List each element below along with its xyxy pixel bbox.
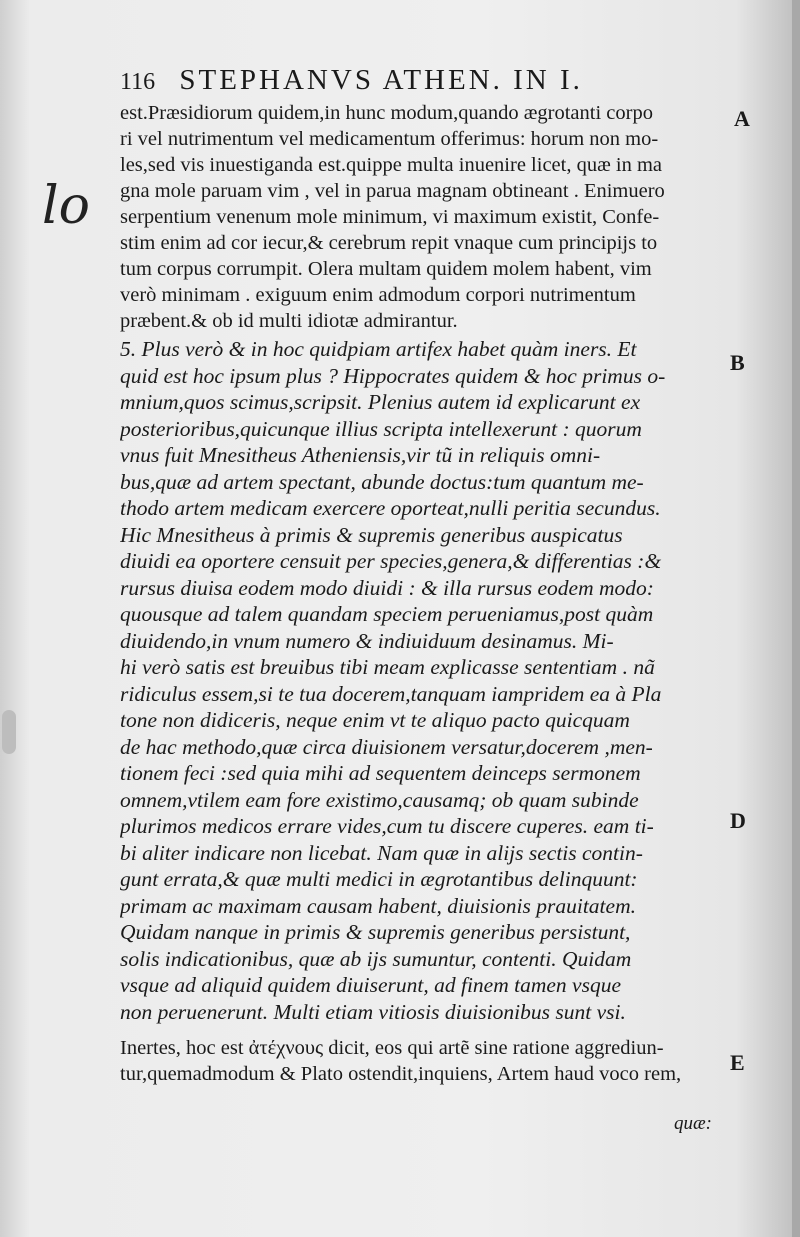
text-line: gna mole paruam vim , vel in parua magnam obtineant . Enimuero — [120, 180, 665, 202]
text-line: gunt errata,& quæ multi medici in ægrotantibus delinquunt: — [120, 867, 638, 891]
text-line: primam ac maximam causam habent, diuisionis prauitatem. — [120, 893, 636, 918]
text-line: verò minimam . exiguum enim admodum corpori nutrimentum — [120, 284, 636, 306]
text-line: Quidam nanque in primis & supremis generibus persistunt, — [120, 920, 631, 944]
text-line: de hac methodo,quæ circa diuisionem versatur,docerem ,men- — [120, 734, 653, 759]
text-line: rursus diuisa eodem modo diuidi : & illa rursus eodem modo: — [120, 575, 654, 600]
text-line: ri vel nutrimentum vel medicamentum offerimus: horum non mo- — [120, 128, 659, 150]
text-line: diuidendo,in vnum numero & indiuiduum desinamus. Mi- — [120, 628, 614, 653]
text-line: tone non didiceris, neque enim vt te aliquo pacto quicquam — [120, 708, 630, 732]
handwritten-margin-note: lo — [42, 176, 90, 236]
text-line: quid est hoc ipsum plus ? Hippocrates quidem & hoc primus o- — [120, 363, 666, 388]
text-line: tum corpus corrumpit. Olera multam quidem molem habent, vim — [120, 258, 652, 280]
text-line: non peruenerunt. Multi etiam vitiosis diuisionibus sunt vsi. — [120, 999, 626, 1024]
text-line: stim enim ad cor iecur,& cerebrum repit vnaque cum principijs to — [120, 232, 658, 254]
running-header — [120, 64, 680, 100]
text-line: 5. Plus verò & in hoc quidpiam artifex habet quàm iners. Et — [120, 337, 637, 361]
text-line: tur,quemadmodum & Plato ostendit,inquiens, Artem haud voco rem, — [120, 1063, 682, 1085]
text-line: quousque ad talem quandam speciem perueniamus,post quàm — [120, 602, 654, 626]
text-line: serpentium venenum mole minimum, vi maximum existit, Confe- — [120, 206, 660, 228]
text-line: vnus fuit Mnesitheus Atheniensis,vir tũ in reliquis omni- — [120, 443, 601, 467]
text-line: bi aliter indicare non licebat. Nam quæ in alijs sectis contin- — [120, 840, 643, 865]
margin-letter-a: A — [734, 106, 750, 131]
text-line: est.Præsidiorum quidem,in hunc modum,quando ægrotanti corpo — [120, 102, 653, 124]
text-line: Inertes, hoc est ἀτέχνους dicit, eos qui artẽ sine ratione aggrediun- — [120, 1037, 664, 1059]
page-number: 116 — [120, 69, 156, 95]
paragraph-italic-quote — [120, 336, 728, 1025]
text-line: præbent.& ob id multi idiotæ admirantur. — [120, 310, 458, 332]
text-line: mnium,quos scimus,scripsit. Plenius autem id explicarunt ex — [120, 390, 641, 414]
text-line: diuidi ea oportere censuit per species,genera,& differentias :& — [120, 549, 662, 573]
text-line: solis indicationibus, quæ ab ijs sumuntur, contenti. Quidam — [120, 946, 632, 971]
page-edge-shadow — [792, 0, 800, 1237]
text-line: thodo artem medicam exercere oporteat,nulli peritia secundus. — [120, 496, 661, 520]
text-line: hi verò satis est breuibus tibi meam explicasse sententiam . nã — [120, 655, 655, 679]
running-title: STEPHANVS ATHEN. IN I. — [179, 64, 583, 96]
text-line: les,sed vis inuestiganda est.quippe multa inuenire licet, quæ in ma — [120, 154, 662, 176]
margin-letter-e: E — [730, 1050, 745, 1075]
text-line: posterioribus,quicunque illius scripta intellexerunt : quorum — [120, 416, 642, 441]
paragraph-roman-1 — [120, 100, 728, 334]
text-line: bus,quæ ad artem spectant, abunde doctus:tum quantum me- — [120, 469, 644, 494]
text-line: vsque ad aliquid quidem diuiserunt, ad finem tamen vsque — [120, 973, 621, 997]
text-line: omnem,vtilem eam fore existimo,causamq; ob quam subinde — [120, 787, 639, 812]
text-body — [120, 100, 728, 1087]
margin-letter-d: D — [730, 808, 746, 833]
text-line: ridiculus essem,si te tua docerem,tanquam iampridem ea à Pla — [120, 681, 662, 706]
text-line: plurimos medicos errare vides,cum tu discere cuperes. eam ti- — [120, 814, 654, 838]
margin-letter-b: B — [730, 350, 745, 375]
text-line: Hic Mnesitheus à primis & supremis generibus auspicatus — [120, 522, 623, 547]
paragraph-roman-2 — [120, 1035, 728, 1087]
catchword: quæ: — [674, 1113, 712, 1134]
text-line: tionem feci :sed quia mihi ad sequentem deinceps sermonem — [120, 761, 641, 785]
ink-blot — [2, 710, 16, 754]
